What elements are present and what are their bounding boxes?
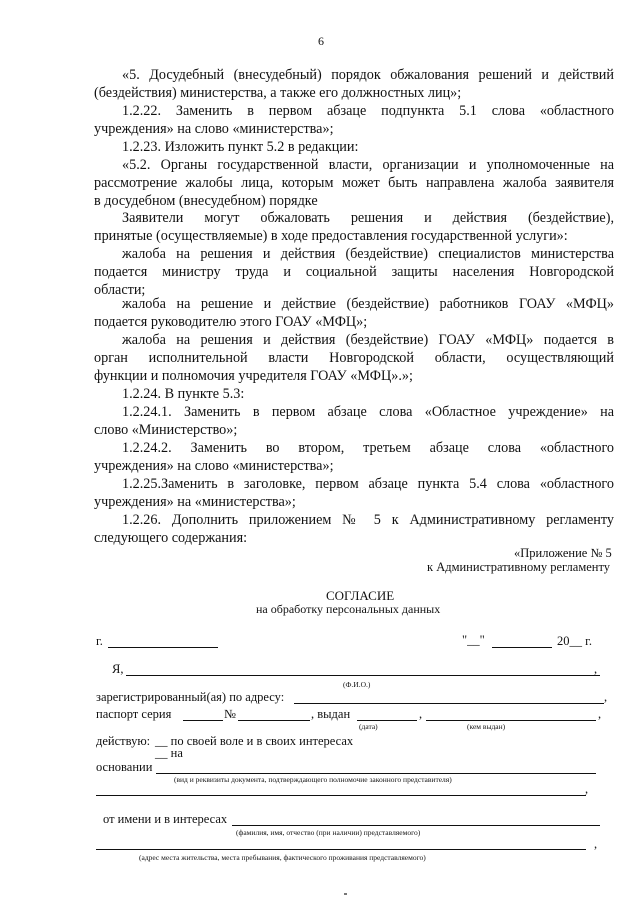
consent-title: СОГЛАСИЕ: [326, 588, 395, 603]
text-line: рассмотрение жалобы лица, которым может быть направлена жалоба заявителя: [94, 175, 614, 191]
annex-subtitle: к Административному регламенту: [427, 560, 611, 574]
comma-mark: ,: [598, 707, 602, 721]
basis-hint: (вид и реквизиты документа, подтверждающего полномочие законного представителя): [174, 775, 452, 784]
paragraph-complaint-workers: [94, 295, 614, 331]
paragraph-complaint-specialists: [94, 245, 614, 299]
paragraph-complaint-mfc: [94, 331, 614, 385]
passport-number-field[interactable]: [238, 720, 310, 721]
text-line: 1.2.22. Заменить в первом абзаце подпункта 5.1 слова «областного: [122, 103, 614, 119]
page-number: 6: [318, 34, 324, 48]
text-line: орган исполнительной власти Новгородской области, осуществляющий: [94, 350, 614, 366]
comma-mark: ,: [604, 690, 608, 704]
date-year-label: 20__ г.: [557, 634, 592, 648]
basis-field-continued[interactable]: [96, 795, 586, 796]
paragraph-1-2-23: [94, 138, 614, 156]
on-basis-option[interactable]: __ на: [155, 746, 183, 760]
text-line: 1.2.23. Изложить пункт 5.2 в редакции:: [122, 139, 359, 155]
date-hint: (дата): [359, 722, 378, 731]
text-line: следующего содержания:: [94, 530, 248, 546]
fio-field[interactable]: [126, 675, 600, 676]
text-line: учреждения» на слово «министерства»;: [94, 458, 334, 474]
passport-number-sign: №: [224, 707, 236, 721]
issued-by-hint: (кем выдан): [467, 722, 506, 731]
on-behalf-label: от имени и в интересах: [103, 812, 228, 826]
text-line: подается министру труда и социальной защиты населения Новгородской: [94, 264, 614, 280]
text-line: «5.2. Органы государственной власти, организации и уполномоченные на: [122, 157, 614, 173]
paragraph-section-5-title: [94, 66, 614, 102]
comma-mark: ,: [594, 662, 598, 676]
paragraph-1-2-24: [94, 385, 614, 403]
text-line: 1.2.26. Дополнить приложением № 5 к Административному регламенту: [122, 512, 614, 528]
text-line: учреждения» на «министерства»;: [94, 494, 296, 510]
text-line: жалоба на решение и действие (бездействие) работников ГОАУ «МФЦ»: [122, 296, 614, 312]
scan-speck: [344, 893, 347, 895]
issued-label: , выдан: [311, 707, 351, 721]
passport-series-field[interactable]: [183, 720, 223, 721]
consent-subtitle: на обработку персональных данных: [256, 602, 441, 616]
text-line: 1.2.25.Заменить в заголовке, первом абзаце пункта 5.4 слова «областного: [122, 476, 614, 492]
text-line: «5. Досудебный (внесудебный) порядок обжалования решений и действий: [122, 67, 614, 83]
represented-hint: (фамилия, имя, отчество (при наличии) представляемого): [236, 828, 421, 837]
passport-series-label: паспорт серия: [96, 707, 172, 721]
paragraph-1-2-24-1: [94, 403, 614, 439]
address-field[interactable]: [294, 703, 604, 704]
own-will-option[interactable]: __ по своей воле и в своих интересах: [155, 734, 354, 748]
paragraph-1-2-22: [94, 102, 614, 138]
text-line: принятые (осуществляемые) в ходе предоставления государственной услуги»:: [94, 228, 568, 244]
represented-address-field[interactable]: [96, 849, 586, 850]
text-line: слово «Министерство»;: [94, 422, 238, 438]
text-line: жалоба на решения и действия (бездействие) специалистов министерства: [122, 246, 614, 262]
acting-label: действую:: [96, 734, 151, 748]
paragraph-1-2-25: [94, 475, 614, 511]
text-line: Заявители могут обжаловать решения и действия (бездействие),: [122, 210, 614, 226]
address-hint: (адрес места жительства, места пребывания, фактического проживания представляемого): [139, 853, 426, 862]
text-line: функции и полномочия учредителя ГОАУ «МФЦ».»;: [94, 368, 413, 384]
city-label: г.: [96, 634, 103, 648]
annex-title: «Приложение № 5: [514, 546, 612, 560]
city-field[interactable]: [108, 647, 218, 648]
date-month-field[interactable]: [492, 647, 552, 648]
text-line: в досудебном (внесудебном) порядке: [94, 193, 318, 209]
paragraph-1-2-24-2: [94, 439, 614, 475]
fio-hint: (Ф.И.О.): [343, 680, 371, 689]
text-line: 1.2.24. В пункте 5.3:: [122, 386, 245, 402]
date-day-quote: "__": [462, 633, 485, 647]
text-line: 1.2.24.1. Заменить в первом абзаце слова «Областное учреждение» на: [122, 404, 614, 420]
paragraph-5-2: [94, 156, 614, 210]
text-line: области;: [94, 282, 146, 298]
registered-label: зарегистрированный(ая) по адресу:: [96, 690, 285, 704]
comma-mark: ,: [594, 837, 598, 851]
text-line: подается руководителю этого ГОАУ «МФЦ»;: [94, 314, 368, 330]
paragraph-1-2-26: [94, 511, 614, 547]
basis-label: основании: [96, 760, 153, 774]
paragraph-applicants: [94, 209, 614, 245]
text-line: жалоба на решения и действия (бездействие) ГОАУ «МФЦ» подается в: [122, 332, 614, 348]
comma-mark: ,: [585, 782, 589, 796]
comma-mark: ,: [419, 707, 423, 721]
basis-field[interactable]: [156, 773, 596, 774]
issued-by-field[interactable]: [426, 720, 596, 721]
text-line: учреждения» на слово «министерства»;: [94, 121, 334, 137]
i-label: Я,: [112, 662, 124, 676]
represented-name-field[interactable]: [232, 825, 600, 826]
text-line: 1.2.24.2. Заменить во втором, третьем абзаце слова «областного: [122, 440, 614, 456]
issue-date-field[interactable]: [357, 720, 417, 721]
text-line: (бездействия) министерства, а также его должностных лиц»;: [94, 85, 462, 101]
